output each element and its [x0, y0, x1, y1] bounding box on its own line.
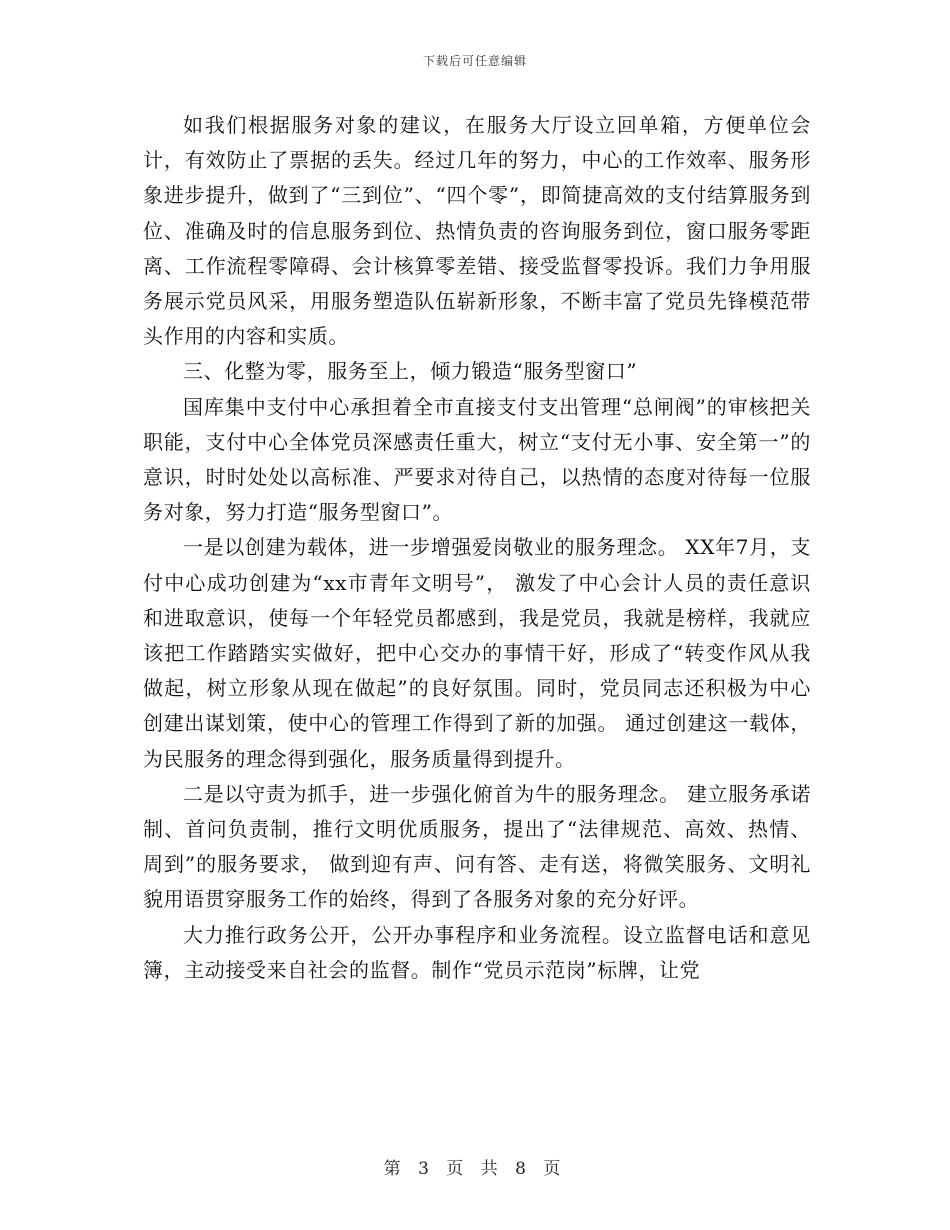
- paragraph-service-improvement: 如我们根据服务对象的建议，在服务大厅设立回单箱，方便单位会计，有效防止了票据的丢失。经过几年的努力，中心的工作效率、服务形象进步提升，做到了“三到位”、“四个零”，即简捷高效的支付结算服务到位、准确及时的信息服务到位、热情负责的咨询服务到位，窗口服务零距离、工作流程零障碍、会计核算零差错、接受监督零投诉。我们力争用服务展示党员风采，用服务塑造队伍崭新形象，不断丰富了党员先锋模范带头作用的内容和实质。: [143, 113, 811, 349]
- document-body: [143, 108, 811, 988]
- paragraph-point-one: 一是以创建为载体，进一步增强爱岗敬业的服务理念。 XX年7月，支付中心成功创建为“xx市青年文明号”， 激发了中心会计人员的责任意识和进取意识，使每一个年轻党员都感到，我是党员，我就是榜样，我就应该把工作踏踏实实做好，把中心交办的事情干好，形成了“转变作风从我做起，树立形象从现在做起”的良好氛围。同时，党员同志还积极为中心创建出谋划策，使中心的管理工作得到了新的加强。 通过创建这一载体，为民服务的理念得到强化，服务质量得到提升。: [143, 535, 811, 771]
- page-footer: 第 3 页 共 8 页: [383, 1159, 567, 1179]
- paragraph-transparency: 大力推行政务公开，公开办事程序和业务流程。设立监督电话和意见簿，主动接受来自社会的监督。制作“党员示范岗”标牌，让党: [143, 922, 811, 982]
- section-heading-three: 三、化整为零，服务至上，倾力锻造“服务型窗口”: [183, 359, 638, 384]
- paragraph-point-two: 二是以守责为抓手，进一步强化俯首为牛的服务理念。 建立服务承诺制、首问负责制，推行文明优质服务，提出了“法律规范、高效、热情、周到”的服务要求， 做到迎有声、问有答、走有送，将微笑服务、文明礼貌用语贯穿服务工作的始终，得到了各服务对象的充分好评。: [143, 781, 811, 912]
- paragraph-payment-center: 国库集中支付中心承担着全市直接支付支出管理“总闸阀”的审核把关职能，支付中心全体党员深感责任重大，树立“支付无小事、安全第一”的意识，时时处处以高标准、严要求对待自己，以热情的态度对待每一位服务对象，努力打造“服务型窗口”。: [143, 394, 811, 525]
- page-header: 下载后可任意编辑: [422, 54, 527, 68]
